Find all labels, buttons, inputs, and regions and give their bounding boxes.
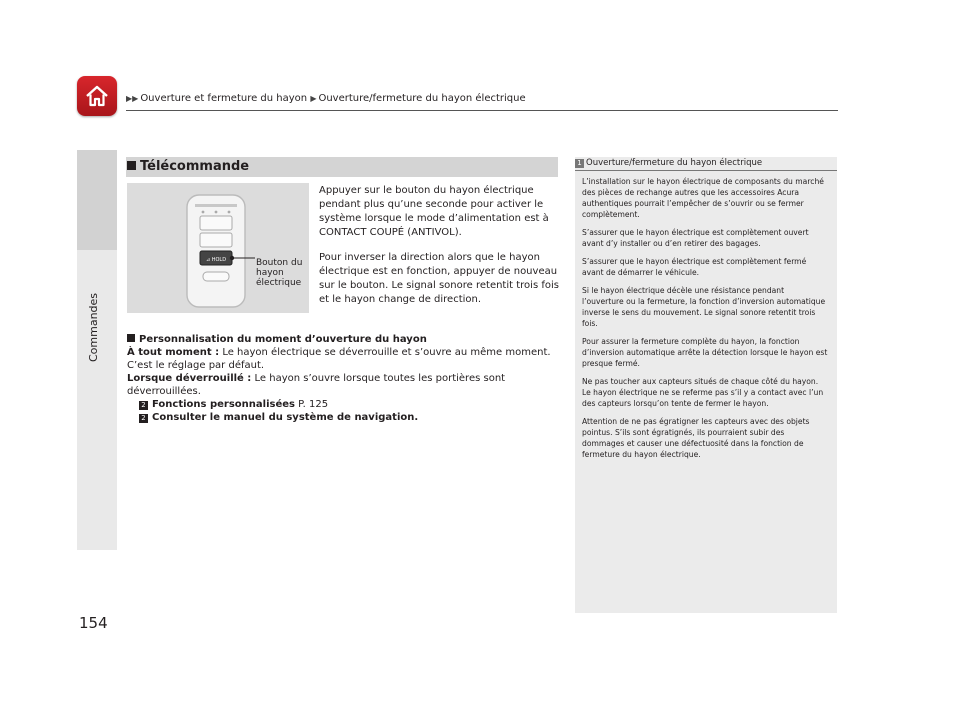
intro-paragraph-1: Appuyer sur le bouton du hayon électrique pendant plus qu’une seconde pour activer le système lorsque le mode d’alimentation est à CONTACT COUPÉ (ANTIVOL). [319, 185, 549, 238]
remote-callout-label: Bouton du hayon électrique [256, 258, 303, 288]
option-any-time [127, 346, 557, 372]
crossref-arrow-icon: 2 [139, 401, 148, 410]
crossref-page[interactable]: P. 125 [298, 399, 329, 410]
crossref-arrow-icon: 2 [139, 414, 148, 423]
section-square-icon [127, 161, 136, 170]
breadcrumb-item-1[interactable]: Ouverture et fermeture du hayon [140, 93, 308, 104]
crossref-navigation-manual[interactable] [139, 411, 557, 424]
note-paragraph: L’installation sur le hayon électrique de composants du marché des pièces de rechange autres que les accessoires Acura authentiques pourrait l’empêcher de s’ouvrir ou se fermer complètement. [582, 177, 824, 219]
option-unlocked [127, 372, 557, 398]
note-paragraph: Attention de ne pas égratigner les capteurs avec des objets pointus. S’ils sont égratignés, ils pourraient subir des dommages et causer une défectuosité dans la fonction de fermeture du hayon électrique. [582, 417, 810, 459]
note-paragraph: S’assurer que le hayon électrique est complètement fermé avant de démarrer le véhicule. [582, 257, 807, 277]
double-triangle-right-icon: ▶▶ [126, 94, 139, 103]
option-unlocked-label: Lorsque déverrouillé : [127, 373, 252, 384]
remote-button-text: ⊿ HOLD [205, 257, 227, 263]
breadcrumb-item-2[interactable]: Ouverture/fermeture du hayon électrique [318, 93, 526, 104]
breadcrumb [126, 93, 526, 104]
double-triangle-right-icon: ▶ [310, 94, 317, 103]
customization-block [127, 333, 557, 424]
chapter-tab-active [77, 150, 117, 250]
note-paragraph: S’assurer que le hayon électrique est complètement ouvert avant d’y installer ou d’en retirer des bagages. [582, 228, 809, 248]
crossref-title[interactable]: Fonctions personnalisées [152, 399, 295, 410]
note-title-text: Ouverture/fermeture du hayon électrique [586, 158, 763, 168]
note-paragraph: Pour assurer la fermeture complète du hayon, la fonction d’inversion automatique arrête la détection lorsque le hayon est presque fermé. [582, 337, 828, 368]
page-number: 154 [79, 614, 108, 632]
section-title [127, 159, 249, 174]
chapter-label: Commandes [87, 292, 100, 362]
subsection-square-icon [127, 334, 135, 342]
remote-illustration [127, 183, 309, 313]
crossref-title[interactable]: Consulter le manuel du système de navigation. [152, 412, 419, 423]
note-divider [575, 170, 837, 171]
intro-paragraph-2: Pour inverser la direction alors que le hayon électrique est en fonction, appuyer de nouveau sur le bouton. Le signal sonore retentit trois fois et le hayon change de direction. [319, 252, 559, 305]
note-paragraph: Ne pas toucher aux capteurs situés de chaque côté du hayon. Le hayon électrique ne se referme pas s’il y a contact avec l’un des capteurs lorsqu’on tente de fermer le hayon. [582, 377, 824, 408]
crossref-custom-features[interactable] [139, 398, 557, 411]
note-paragraph: Si le hayon électrique décèle une résistance pendant l’ouverture ou la fermeture, la fonction d’inversion automatique inverse le sens du mouvement. Le signal sonore retentit trois fois. [582, 286, 826, 328]
header-divider [126, 110, 838, 111]
intro-text [319, 184, 559, 318]
note-title [575, 158, 837, 168]
home-button[interactable] [77, 76, 117, 116]
option-any-time-text: Le hayon électrique se déverrouille et s’ouvre au même moment. C’est le réglage par défaut. [127, 347, 551, 371]
remote-key-illustration [127, 183, 309, 313]
option-any-time-label: À tout moment : [127, 347, 220, 358]
note-number-badge: 1 [575, 159, 584, 168]
customization-heading-text: Personnalisation du moment d’ouverture du hayon [139, 334, 427, 345]
option-unlocked-text: Le hayon s’ouvre lorsque toutes les portières sont déverrouillées. [127, 373, 506, 397]
section-title-text: Télécommande [140, 159, 250, 174]
note-body [582, 176, 828, 467]
home-icon [84, 83, 110, 109]
customization-heading [127, 333, 557, 346]
